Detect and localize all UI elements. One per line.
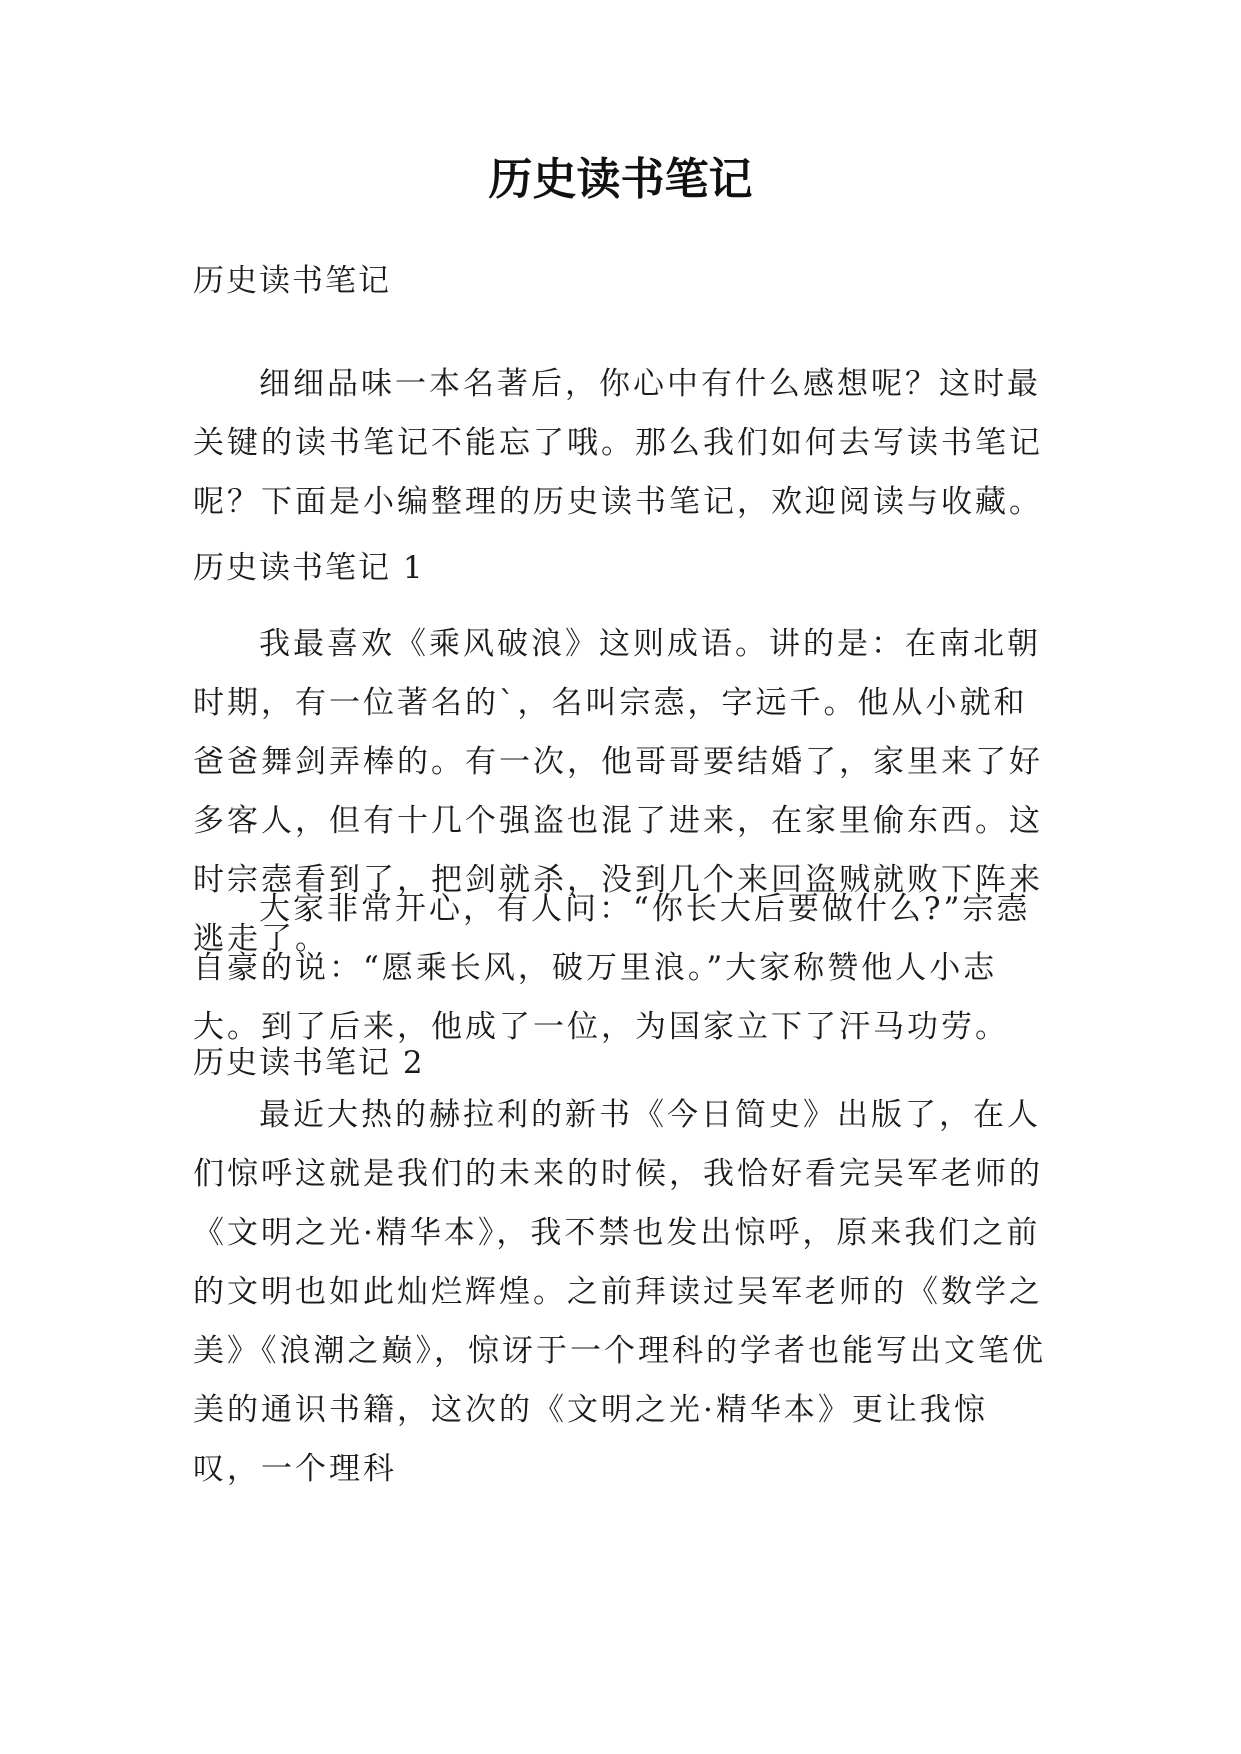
section-heading-2: 历史读书笔记 2 bbox=[193, 1045, 425, 1081]
section-1-paragraph-2: 大家非常开心，有人问：“你长大后要做什么?”宗悫自豪的说：“愿乘长风，破万里浪。”大家称赞他人小志大。到了后来，他成了一位，为国家立下了汗马功劳。 bbox=[193, 891, 1031, 1045]
section-1-paragraph-1: 我最喜欢《乘风破浪》这则成语。讲的是：在南北朝时期，有一位著名的`，名叫宗悫，字远千。他从小就和爸爸舞剑弄棒的。有一次，他哥哥要结婚了，家里来了好多客人，但有十几个强盗也混了进来，在家里偷东西。这时宗悫看到了，把剑就杀，没到几个来回盗贼就败下阵来逃走了。 bbox=[193, 626, 1043, 957]
document-subtitle: 历史读书笔记 bbox=[193, 263, 391, 299]
section-2-paragraph-1: 最近大热的赫拉利的新书《今日简史》出版了，在人们惊呼这就是我们的未来的时候，我恰好看完吴军老师的《文明之光·精华本》，我不禁也发出惊呼，原来我们之前的文明也如此灿烂辉煌。之前拜读过吴军老师的《数学之美》《浪潮之巅》，惊讶于一个理科的学者也能写出文笔优美的通识书籍，这次的《文明之光·精华本》更让我惊叹，一个理科 bbox=[193, 1097, 1046, 1487]
document-title: 历史读书笔记 bbox=[488, 154, 753, 205]
intro-paragraph: 细细品味一本名著后，你心中有什么感想呢？这时最关键的读书笔记不能忘了哦。那么我们如何去写读书笔记呢？下面是小编整理的历史读书笔记，欢迎阅读与收藏。 bbox=[193, 366, 1043, 520]
section-heading-1: 历史读书笔记 1 bbox=[193, 550, 425, 586]
